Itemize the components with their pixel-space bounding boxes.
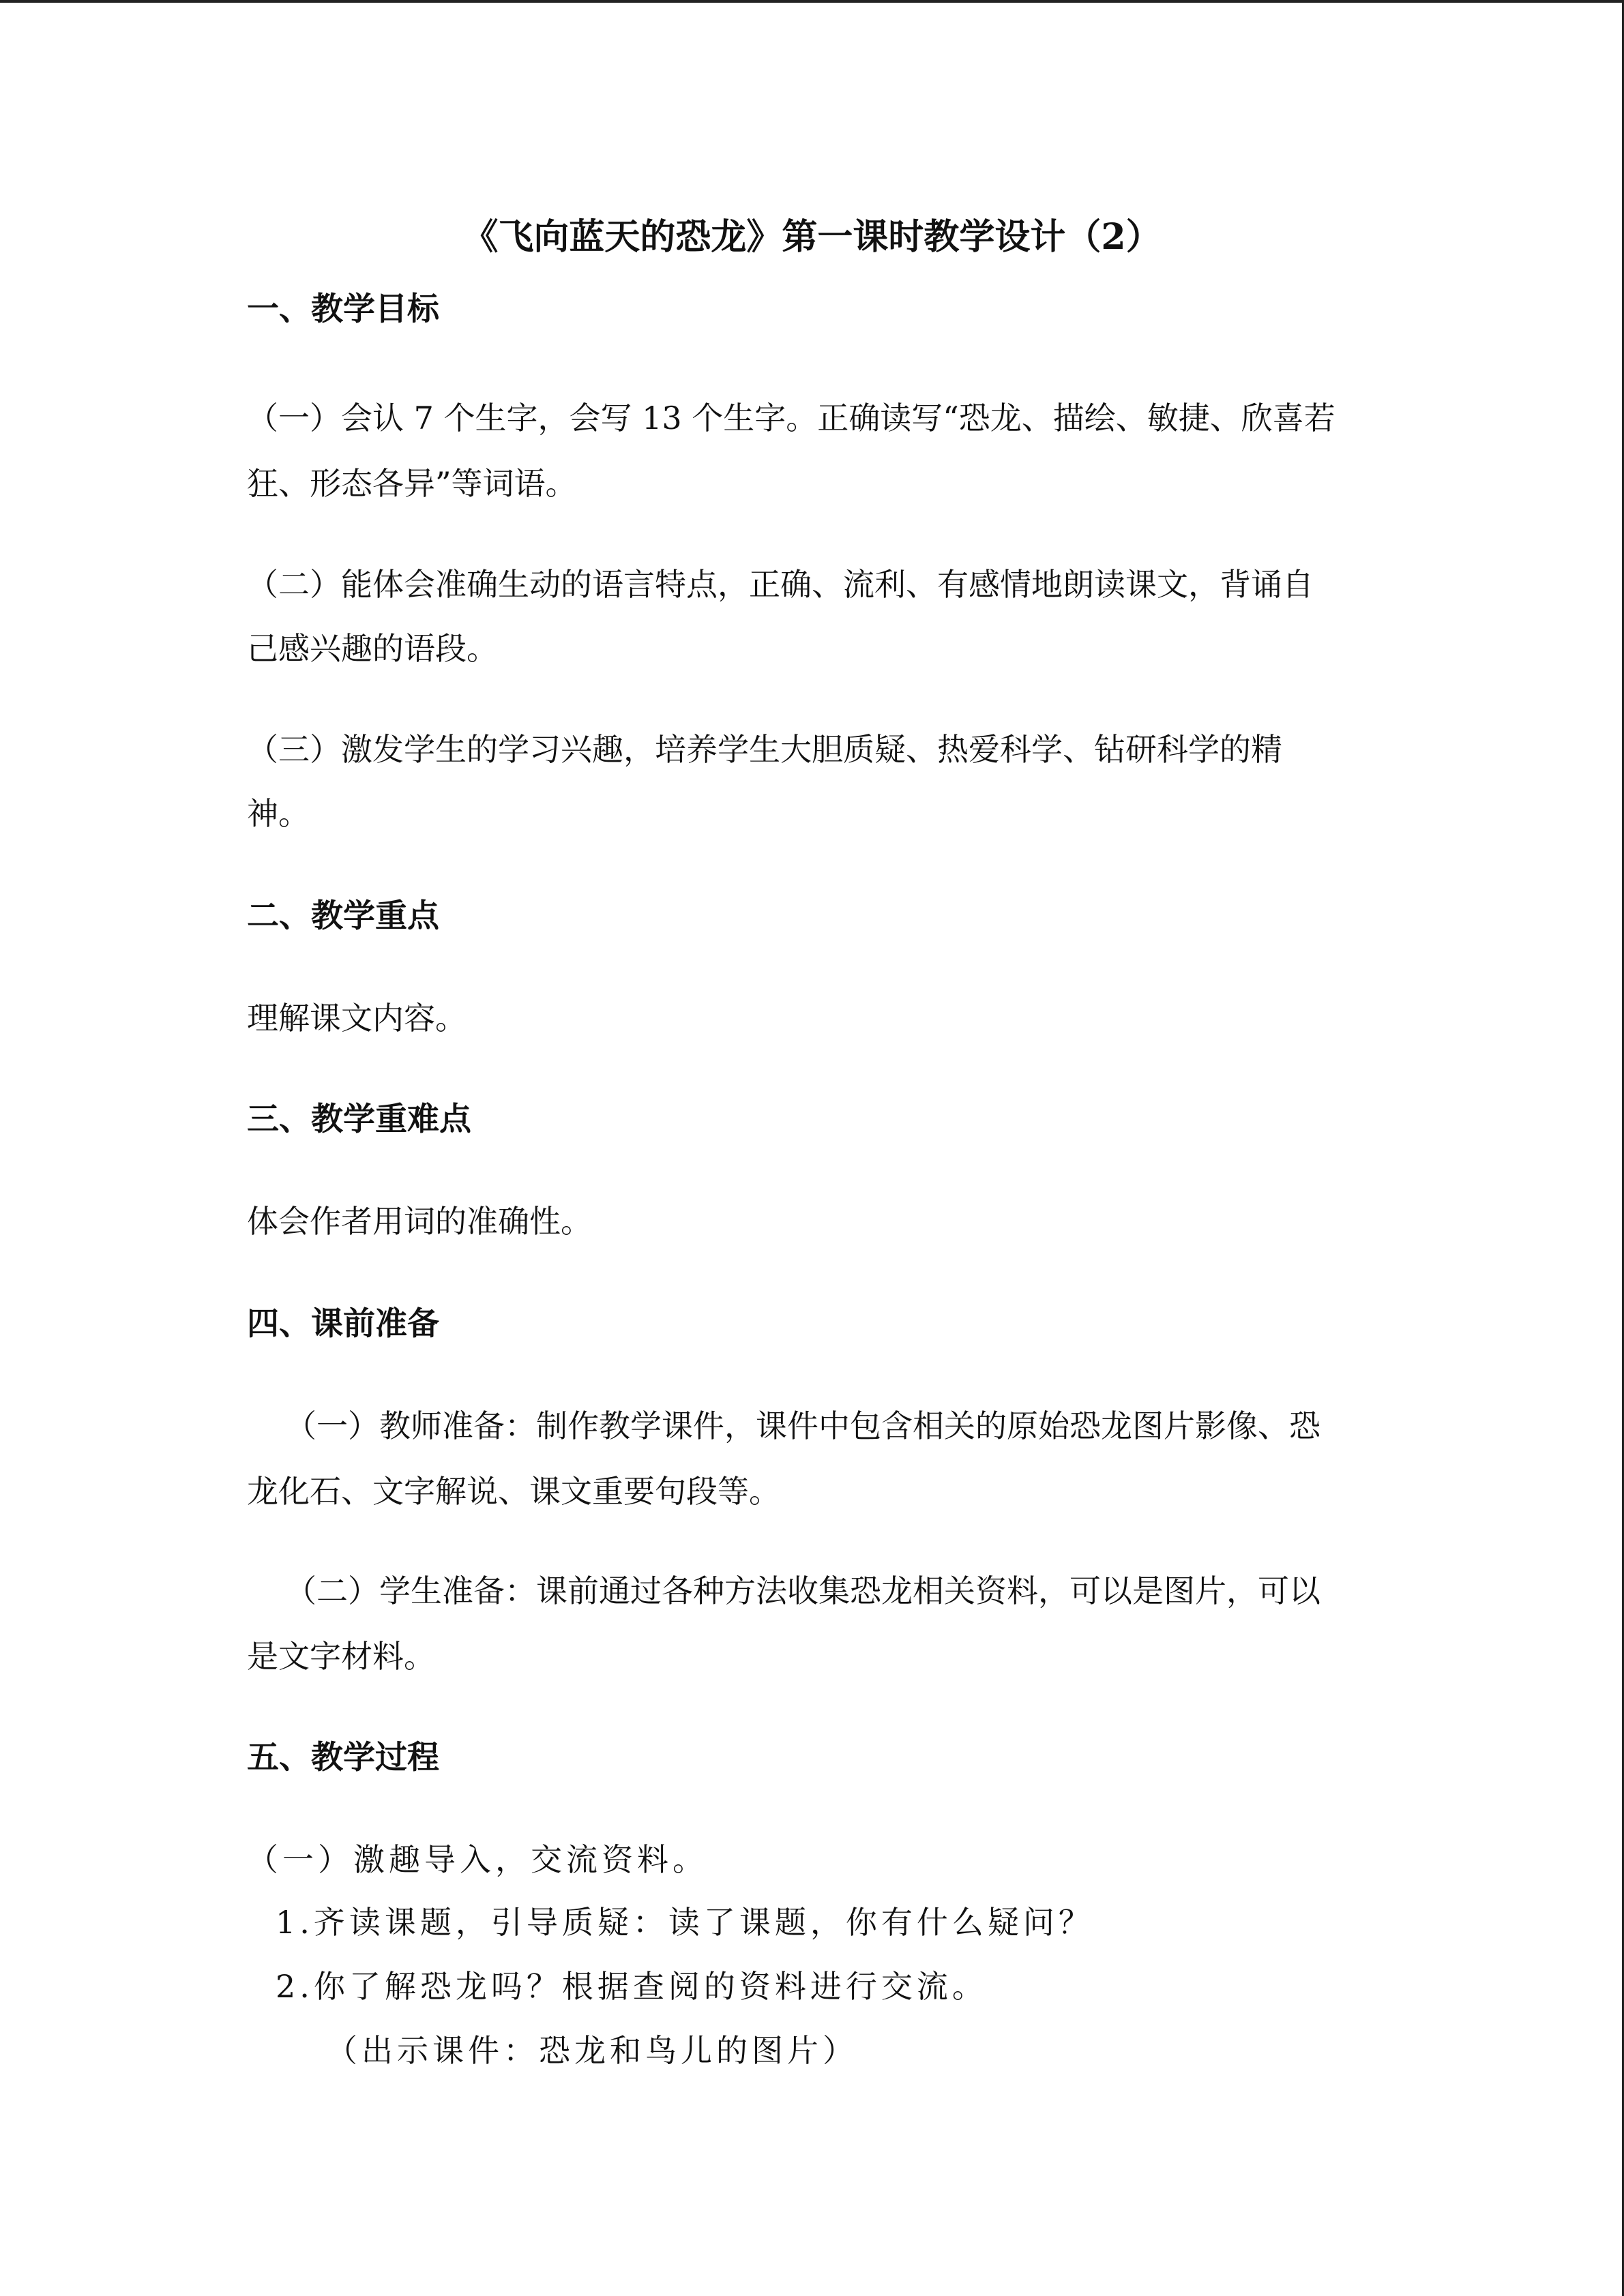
section-heading-difficulties: 三、教学重难点 xyxy=(247,1101,471,1138)
section-heading-preparation: 四、课前准备 xyxy=(247,1305,439,1343)
objective-3-line-2: 神。 xyxy=(247,795,310,832)
objective-2-line-1: （二）能体会准确生动的语言特点，正确、流利、有感情地朗读课文，背诵自 xyxy=(247,566,1314,603)
key-points-text: 理解课文内容。 xyxy=(247,1000,467,1037)
objective-1-line-2: 狂、形态各异”等词语。 xyxy=(247,465,577,502)
preparation-student-line-2: 是文字材料。 xyxy=(247,1638,435,1675)
preparation-student-line-1: （二）学生准备：课前通过各种方法收集恐龙相关资料，可以是图片，可以 xyxy=(285,1572,1320,1609)
preparation-teacher-line-2: 龙化石、文字解说、课文重要句段等。 xyxy=(247,1473,780,1510)
objective-3-line-1: （三）激发学生的学习兴趣，培养学生大胆质疑、热爱科学、钻研科学的精 xyxy=(247,731,1282,768)
preparation-teacher-line-1: （一）教师准备：制作教学课件，课件中包含相关的原始恐龙图片影像、恐 xyxy=(285,1407,1320,1444)
process-courseware-note: （出示课件：恐龙和鸟儿的图片） xyxy=(326,2032,858,2069)
difficulties-text: 体会作者用词的准确性。 xyxy=(247,1203,592,1240)
process-step-1-item-2: 2.你了解恐龙吗？根据查阅的资料进行交流。 xyxy=(276,1968,988,2005)
section-heading-key-points: 二、教学重点 xyxy=(247,897,439,935)
objective-1-line-1: （一）会认 7 个生字，会写 13 个生字。正确读写“恐龙、描绘、敏捷、欣喜若 xyxy=(247,400,1335,436)
section-heading-objectives: 一、教学目标 xyxy=(247,290,439,328)
process-step-1-item-1: 1.齐读课题，引导质疑：读了课题，你有什么疑问？ xyxy=(276,1904,1094,1941)
process-step-1-heading: （一）激趣导入，交流资料。 xyxy=(247,1841,708,1878)
objective-2-line-2: 己感兴趣的语段。 xyxy=(247,630,498,667)
document-title: 《飞向蓝天的恐龙》第一课时教学设计（2） xyxy=(462,216,1162,258)
section-heading-process: 五、教学过程 xyxy=(247,1739,439,1776)
